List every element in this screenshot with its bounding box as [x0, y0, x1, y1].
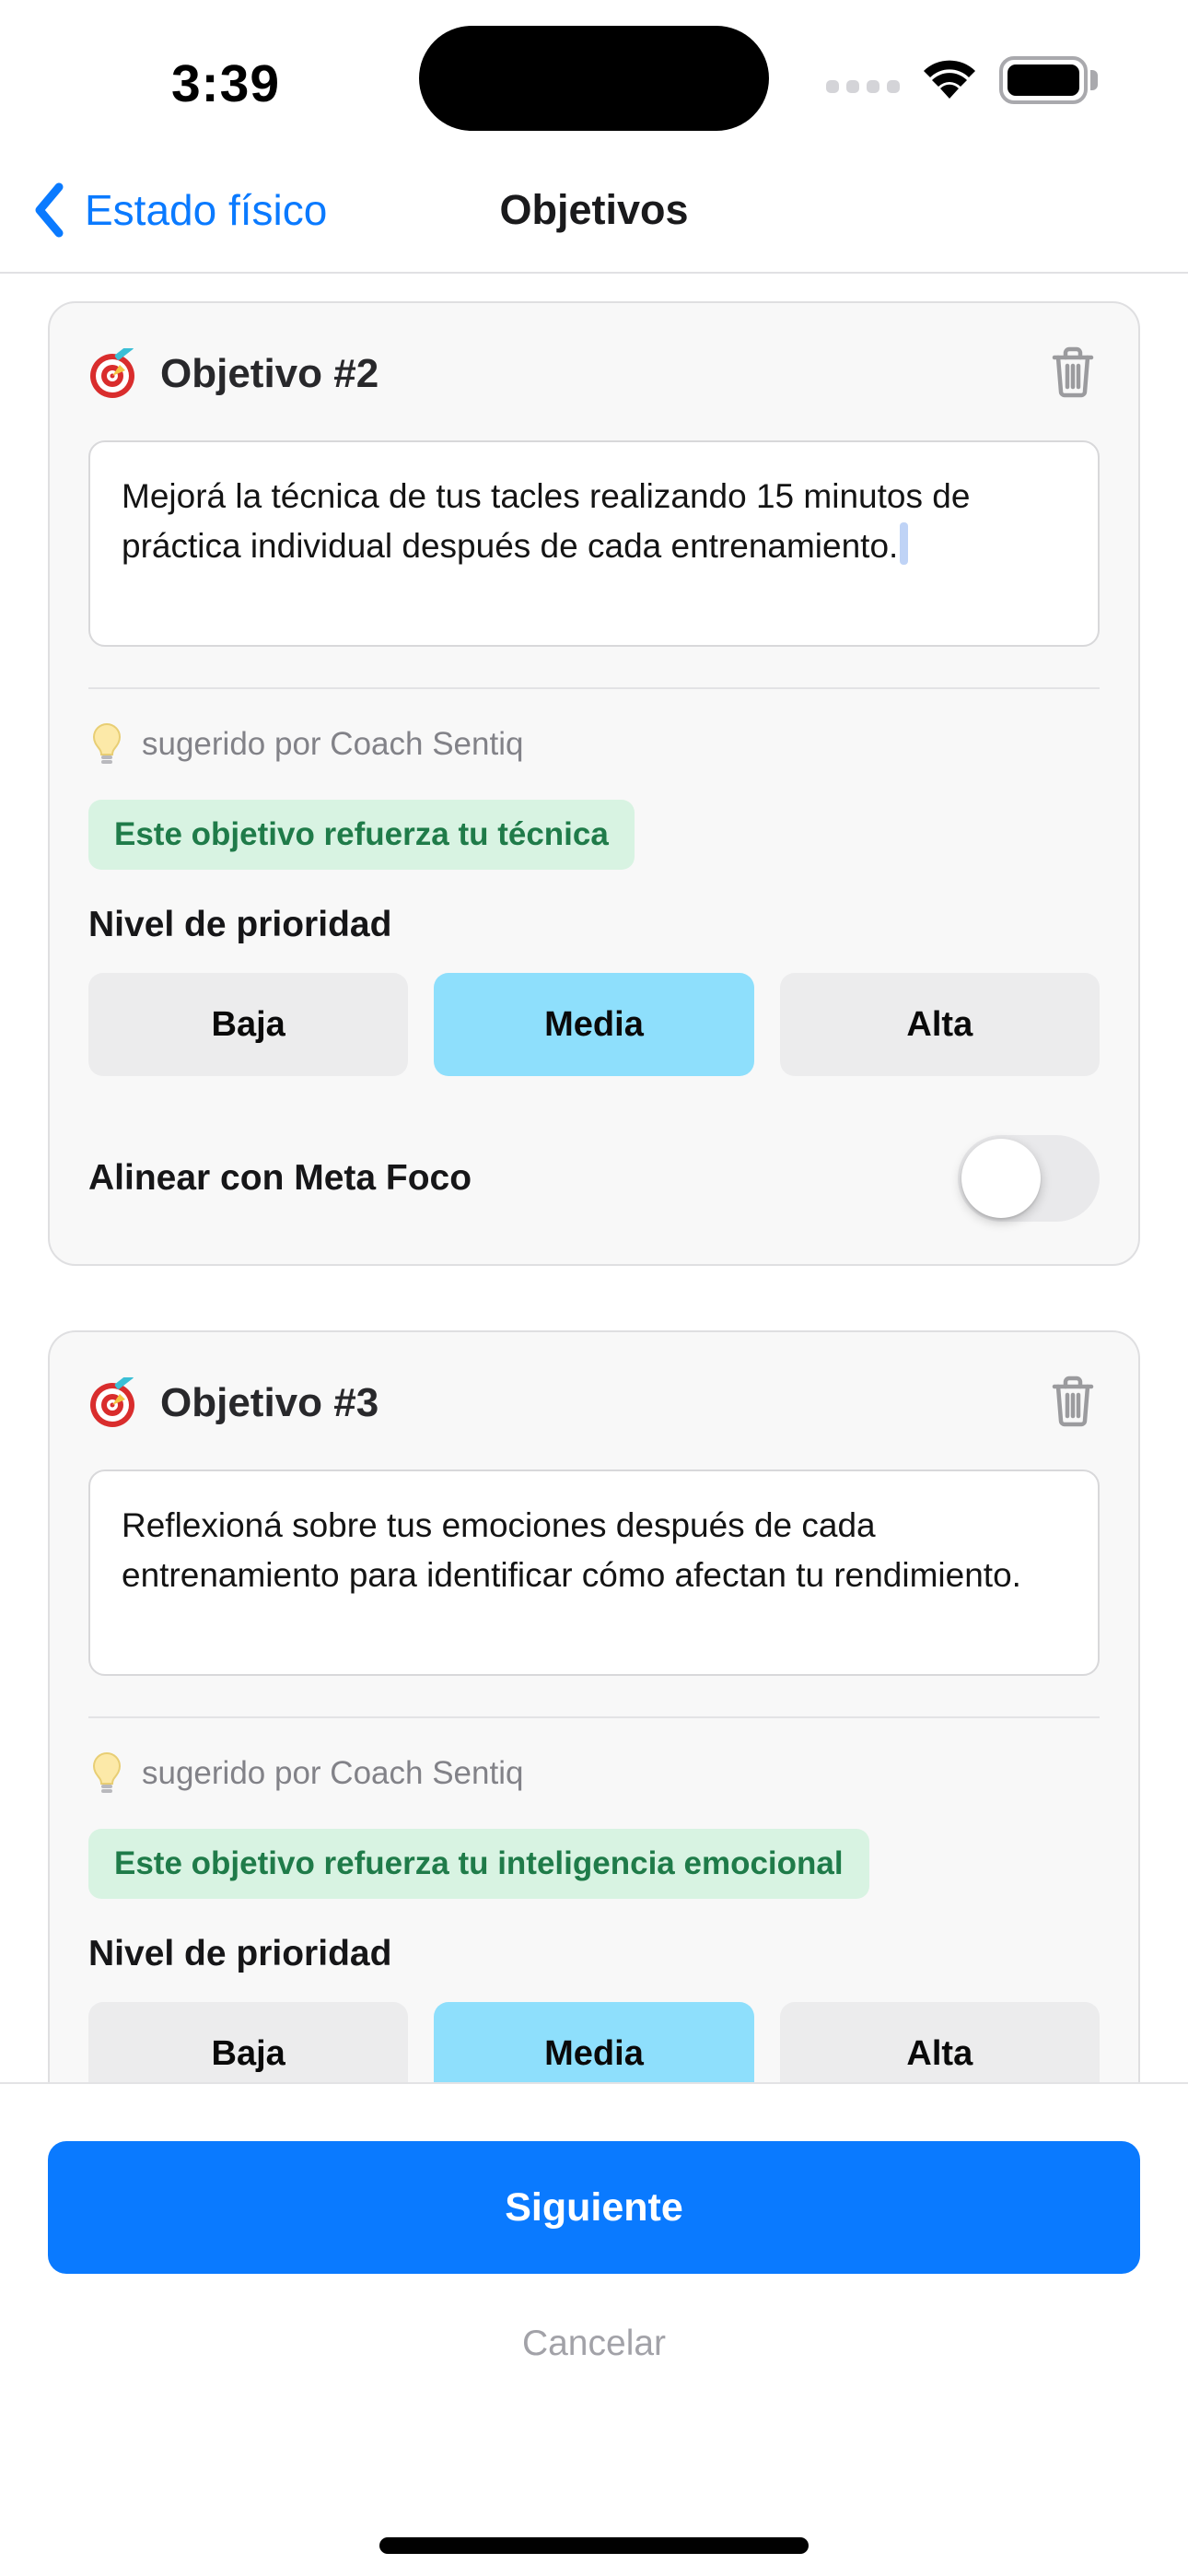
back-button[interactable]: [33, 147, 327, 272]
priority-option-baja[interactable]: Baja: [88, 2002, 408, 2105]
objective-benefit-badge: Este objetivo refuerza tu técnica: [88, 800, 635, 870]
lightbulb-icon: [88, 1751, 125, 1796]
status-icons: [826, 53, 1098, 107]
nav-bar: [0, 147, 1188, 274]
page-title: Objetivos: [499, 185, 689, 233]
cellular-dots-icon: [826, 80, 900, 93]
text-caret: [900, 522, 908, 565]
meta-foco-row: [88, 1135, 1100, 1222]
target-icon: [88, 348, 140, 400]
priority-option-alta[interactable]: Alta: [780, 2002, 1100, 2105]
battery-full-icon: [999, 56, 1098, 104]
back-button-label: Estado físico: [85, 185, 328, 234]
delete-objective-button[interactable]: [1046, 342, 1100, 405]
divider: [88, 1716, 1100, 1718]
objective-text-input[interactable]: Mejorá la técnica de tus tacles realizando 15 minutos de práctica individual después de cada entrenamiento.: [88, 440, 1100, 647]
priority-section-label: Nivel de prioridad: [88, 905, 392, 944]
objective-title: Objetivo #2: [160, 350, 379, 396]
meta-foco-toggle[interactable]: [958, 1135, 1100, 1222]
next-button[interactable]: Siguiente: [48, 2141, 1140, 2274]
delete-objective-button[interactable]: [1046, 1371, 1100, 1434]
priority-selector: [88, 973, 1100, 1076]
trash-icon: [1050, 345, 1096, 399]
divider: [88, 687, 1100, 689]
priority-option-alta[interactable]: Alta: [780, 973, 1100, 1076]
objective-card-header: [88, 342, 1100, 405]
objective-benefit-badge: Este objetivo refuerza tu inteligencia emocional: [88, 1829, 869, 1899]
priority-option-media[interactable]: Media: [434, 973, 753, 1076]
status-time: 3:39: [170, 54, 281, 113]
toggle-knob: [961, 1139, 1041, 1218]
objective-title: Objetivo #3: [160, 1379, 379, 1425]
dynamic-island[interactable]: [419, 26, 769, 131]
priority-option-baja[interactable]: Baja: [88, 973, 408, 1076]
priority-option-media[interactable]: Media: [434, 2002, 753, 2105]
priority-section-label: Nivel de prioridad: [88, 1934, 392, 1973]
suggested-by-row: [88, 1751, 1100, 1796]
suggested-by-label: sugerido por Coach Sentiq: [142, 726, 524, 762]
target-icon: [88, 1377, 140, 1429]
back-chevron-icon: [33, 181, 64, 239]
bottom-action-bar: [0, 2082, 1188, 2576]
home-indicator[interactable]: [379, 2537, 809, 2554]
suggested-by-row: [88, 722, 1100, 767]
objective-card-header: [88, 1371, 1100, 1434]
lightbulb-icon: [88, 722, 125, 767]
cancel-button[interactable]: Cancelar: [521, 2324, 667, 2363]
objective-text-input[interactable]: Reflexioná sobre tus emociones después de cada entrenamiento para identificar cómo afectan tu rendimiento.: [88, 1469, 1100, 1676]
trash-icon: [1050, 1375, 1096, 1428]
suggested-by-label: sugerido por Coach Sentiq: [142, 1755, 524, 1791]
wifi-icon: [920, 58, 979, 102]
objective-card-2: [48, 301, 1140, 1266]
meta-foco-label: Alinear con Meta Foco: [88, 1158, 472, 1198]
status-bar: [0, 0, 1188, 147]
